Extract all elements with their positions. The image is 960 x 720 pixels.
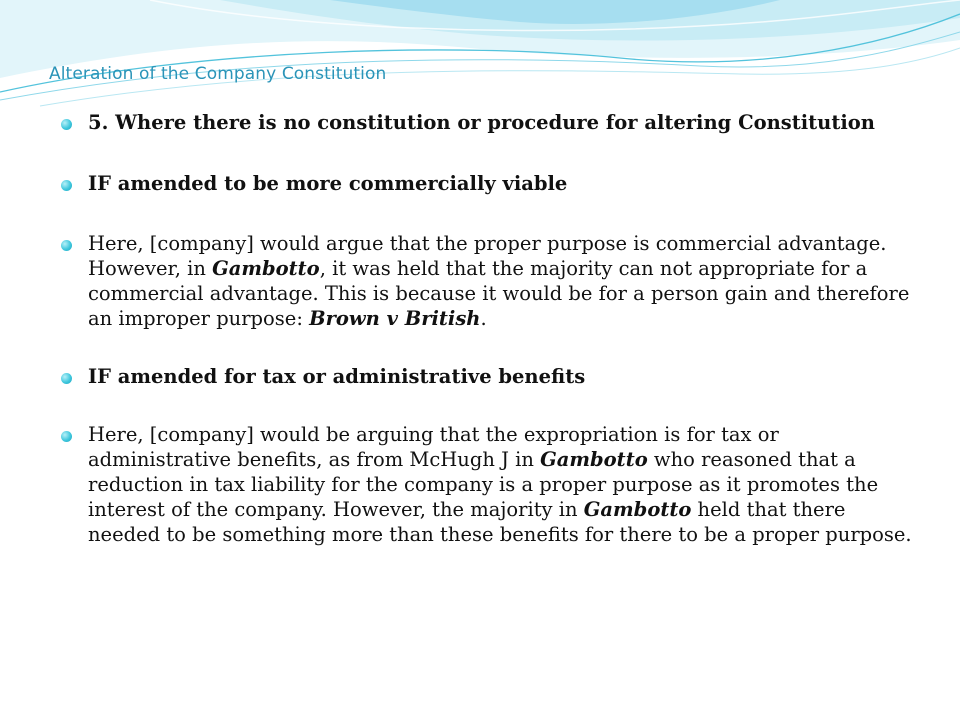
case-name-gambotto: Gambotto bbox=[583, 498, 692, 521]
case-name-brown-v-british: Brown v British bbox=[309, 307, 481, 330]
text-run: . bbox=[480, 307, 487, 330]
text-run: held that there needed to be something more than these benefits for there to be a proper purpose. bbox=[88, 498, 912, 546]
slide-content bbox=[60, 110, 920, 547]
text-run: Here, [company] would argue that the proper purpose is commercial advantage. However, in bbox=[88, 232, 887, 280]
text-run: , it was held that the majority can not appropriate for a commercial advantage. This is because it would be for a person gain and therefore an improper purpose: bbox=[88, 257, 910, 330]
bullet-tax-administrative: IF amended for tax or administrative benefits bbox=[60, 364, 920, 389]
bullet-tax-benefits-argument bbox=[60, 422, 920, 547]
header-wave-banner bbox=[0, 0, 960, 110]
bullet-commercially-viable: IF amended to be more commercially viable bbox=[60, 171, 920, 196]
case-name-gambotto: Gambotto bbox=[212, 257, 320, 280]
case-name-gambotto: Gambotto bbox=[540, 448, 648, 471]
text-run: who reasoned that a reduction in tax liability for the company is a proper purpose as it promotes the interest of the company. However, the majority in bbox=[88, 448, 879, 521]
bullet-commercial-advantage-argument bbox=[60, 231, 920, 331]
bullet-no-constitution: 5. Where there is no constitution or procedure for altering Constitution bbox=[60, 110, 920, 135]
slide-title: Alteration of the Company Constitution bbox=[49, 64, 387, 84]
text-run: Here, [company] would be arguing that the expropriation is for tax or administrative benefits, as from McHugh J in bbox=[88, 423, 779, 471]
